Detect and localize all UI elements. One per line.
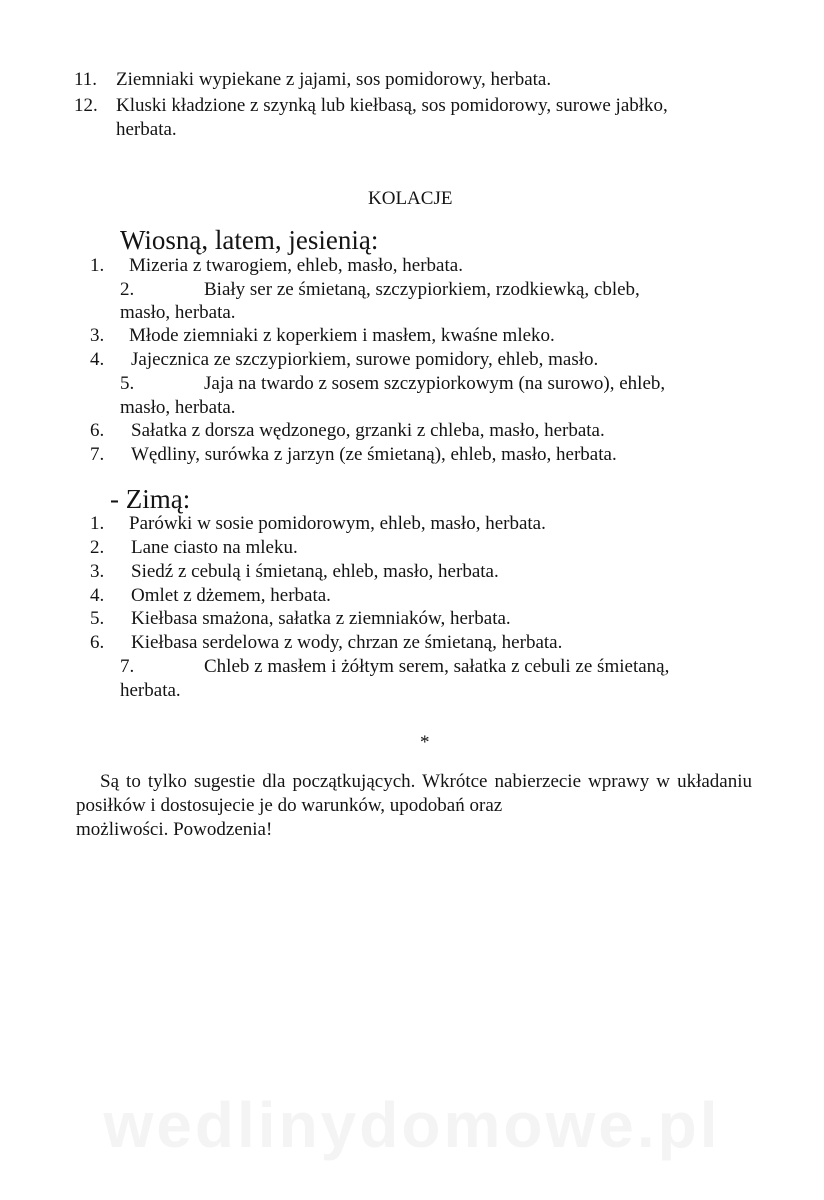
list-item-text: Kluski kładzione z szynką lub kiełbasą, sos pomidorowy, surowe jabłko, xyxy=(116,95,668,116)
list-item-number: 4. xyxy=(90,585,105,606)
list-item-number: 1. xyxy=(90,513,105,534)
closing-paragraph xyxy=(76,770,752,842)
winter-heading: - Zimą: xyxy=(110,484,191,514)
list-item-text: Omlet z dżemem, herbata. xyxy=(131,585,331,606)
list-item-text: Mizeria z twarogiem, ehleb, masło, herbata. xyxy=(129,255,463,276)
list-item-continuation: herbata. xyxy=(116,119,177,140)
list-item-number: 7. xyxy=(120,656,135,677)
closing-paragraph-last-line: możliwości. Powodzenia! xyxy=(76,819,273,840)
list-item-text: Kiełbasa serdelowa z wody, chrzan ze śmietaną, herbata. xyxy=(131,632,563,653)
list-item-number: 12. xyxy=(74,95,98,116)
list-item-text: Jajecznica ze szczypiorkiem, surowe pomidory, ehleb, masło. xyxy=(131,349,599,370)
list-item-number: 6. xyxy=(90,632,105,653)
list-item-text: Sałatka z dorsza wędzonego, grzanki z chleba, masło, herbata. xyxy=(131,420,605,441)
watermark-logo: wedlinydomowe.pl xyxy=(103,1089,721,1161)
list-item-text: Ziemniaki wypiekane z jajami, sos pomidorowy, herbata. xyxy=(116,69,552,90)
list-item-text: Jaja na twardo z sosem szczypiorkowym (na surowo), ehleb, xyxy=(204,373,666,394)
separator-asterisk: * xyxy=(420,732,430,753)
list-item-number: 5. xyxy=(90,608,105,629)
list-item-text: Kiełbasa smażona, sałatka z ziemniaków, herbata. xyxy=(131,608,511,629)
list-item-text: Wędliny, surówka z jarzyn (ze śmietaną), ehleb, masło, herbata. xyxy=(131,444,617,465)
list-item-text: Młode ziemniaki z koperkiem i masłem, kwaśne mleko. xyxy=(129,325,555,346)
list-item-number: 6. xyxy=(90,420,105,441)
list-item-text: Parówki w sosie pomidorowym, ehleb, masło, herbata. xyxy=(129,513,546,534)
list-item-number: 5. xyxy=(120,373,135,394)
list-item-number: 11. xyxy=(74,69,98,90)
closing-paragraph-body: Są to tylko sugestie dla początkujących. Wkrótce nabierzecie wprawy w układaniu posiłków i dostosujecie je do warunków, upodobań oraz xyxy=(76,771,752,816)
list-item-number: 7. xyxy=(90,444,105,465)
list-item-text: Chleb z masłem i żółtym serem, sałatka z cebuli ze śmietaną, xyxy=(204,656,670,677)
list-item-number: 2. xyxy=(120,279,135,300)
list-item-continuation: masło, herbata. xyxy=(120,397,236,418)
list-item-number: 3. xyxy=(90,325,105,346)
list-item-continuation: masło, herbata. xyxy=(120,302,236,323)
list-item-number: 1. xyxy=(90,255,105,276)
list-item-text: Lane ciasto na mleku. xyxy=(131,537,298,558)
section-title: KOLACJE xyxy=(368,188,453,209)
list-item-text: Biały ser ze śmietaną, szczypiorkiem, rzodkiewką, cbleb, xyxy=(204,279,640,300)
list-item-continuation: herbata. xyxy=(120,680,181,701)
list-item-number: 4. xyxy=(90,349,105,370)
spring-heading: Wiosną, latem, jesienią: xyxy=(120,225,379,255)
list-item-text: Siedź z cebulą i śmietaną, ehleb, masło, herbata. xyxy=(131,561,499,582)
list-item-number: 3. xyxy=(90,561,105,582)
list-item-number: 2. xyxy=(90,537,105,558)
